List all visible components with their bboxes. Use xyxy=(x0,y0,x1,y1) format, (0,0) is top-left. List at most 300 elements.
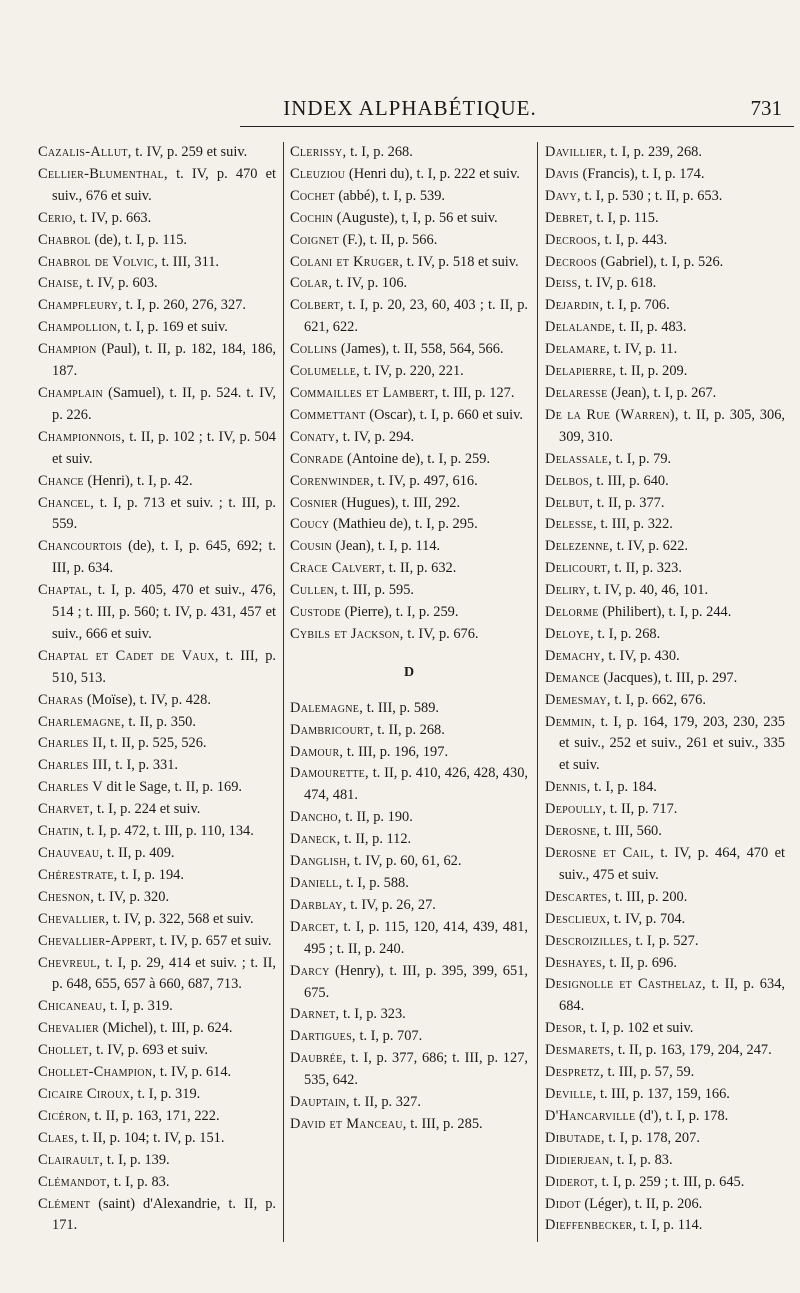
entry-reference: t. III, p. 200. xyxy=(611,888,688,905)
page-title: INDEX ALPHABÉTIQUE. xyxy=(283,96,537,120)
entry-name: Depoully, xyxy=(545,801,607,818)
entry-reference: t. III, p. 595. xyxy=(338,582,415,599)
index-entry xyxy=(545,909,785,931)
entry-reference: t. I, p. 319. xyxy=(106,998,173,1015)
index-entry xyxy=(290,763,528,807)
entry-name: Dartigues, xyxy=(290,1028,356,1045)
entry-name: Delamare, xyxy=(545,341,611,358)
entry-name: Chesnon, xyxy=(38,888,95,905)
entry-reference: t. II, p. 102 ; t. IV, p. 504 et suiv. xyxy=(52,428,276,467)
index-entry xyxy=(545,777,785,799)
entry-reference: t. IV, p. 518 et suiv. xyxy=(403,253,519,270)
index-entry xyxy=(545,295,785,317)
entry-reference: t. I, p. 706. xyxy=(603,297,670,314)
entry-name: Coignet xyxy=(290,231,339,248)
index-entry xyxy=(38,317,276,339)
entry-name: Clairault, xyxy=(38,1151,104,1168)
entry-reference: t. II, p. 163, 171, 222. xyxy=(90,1107,220,1124)
entry-name: Charvet, xyxy=(38,801,94,818)
entry-name: Cellier-Blumenthal, xyxy=(38,165,168,182)
entry-reference: t. I, p. 178, 207. xyxy=(604,1129,700,1146)
index-entry xyxy=(38,164,276,208)
entry-reference: t. I, p. 102 et suiv. xyxy=(586,1020,694,1037)
index-entry xyxy=(545,1018,785,1040)
entry-name: Deliry, xyxy=(545,582,590,599)
entry-name: Champion xyxy=(38,341,97,358)
section-letter: D xyxy=(403,664,415,680)
entry-name: David et Manceau, xyxy=(290,1115,407,1132)
index-entry xyxy=(38,580,276,646)
entry-name: Deville, xyxy=(545,1085,597,1102)
entry-reference: t. II, p. 696. xyxy=(605,954,677,971)
index-entry xyxy=(545,646,785,668)
entry-reference: t. II, p. 163, 179, 204, 247. xyxy=(614,1042,772,1059)
entry-name: Colani et Kruger, xyxy=(290,253,404,270)
index-entry xyxy=(545,602,785,624)
entry-reference: t. III, p. 196, 197. xyxy=(343,743,449,760)
entry-reference: t. III, p. 137, 159, 166. xyxy=(596,1085,730,1102)
entry-name: Danglish, xyxy=(290,853,351,870)
entry-reference: t. I, p. 662, 676. xyxy=(610,691,706,708)
entry-reference: (Francis), t. I, p. 174. xyxy=(578,165,705,182)
index-entry xyxy=(38,755,276,777)
entry-reference: t. I, p. 224 et suiv. xyxy=(93,801,201,818)
entry-reference: t. IV, p. 614. xyxy=(156,1064,232,1081)
entry-name: Darnet, xyxy=(290,1006,340,1023)
entry-reference: t. I, p. 115. xyxy=(592,209,659,226)
entry-reference: t. III, p. 510, 513. xyxy=(52,647,276,686)
entry-reference: t. IV, p. 106. xyxy=(332,275,408,292)
entry-name: Cochin xyxy=(290,209,334,226)
entry-reference: t. II, p. 323. xyxy=(610,560,682,577)
entry-name: Clément xyxy=(38,1195,91,1212)
entry-name: Demance xyxy=(545,669,600,686)
index-entry xyxy=(38,909,276,931)
entry-name: Chevallier, xyxy=(38,910,110,927)
index-column-3 xyxy=(545,142,785,1237)
index-entry xyxy=(545,514,785,536)
entry-name: Cullen, xyxy=(290,582,339,599)
entry-name: Descartes, xyxy=(545,888,612,905)
entry-name: Clerissy, xyxy=(290,144,347,160)
entry-name: Chevalier xyxy=(38,1020,99,1037)
entry-reference: t. I, p. 184. xyxy=(590,779,657,796)
index-entry xyxy=(545,471,785,493)
entry-name: Despretz, xyxy=(545,1064,604,1081)
entry-name: Demmin, xyxy=(545,713,596,730)
entry-name: Charles II, xyxy=(38,735,107,752)
entry-reference: (abbé), t. I, p. 539. xyxy=(334,187,446,204)
entry-reference: t. IV, p. 60, 61, 62. xyxy=(350,853,462,870)
index-entry xyxy=(545,668,785,690)
entry-reference: (Moïse), t. IV, p. 428. xyxy=(83,691,211,708)
entry-name: Dambricourt, xyxy=(290,721,374,738)
entry-name: Dancho, xyxy=(290,809,342,826)
entry-name: Delicourt, xyxy=(545,560,611,577)
entry-name: Desor, xyxy=(545,1020,587,1037)
entry-reference: t. IV, p. 676. xyxy=(403,625,479,642)
index-entry xyxy=(290,164,528,186)
index-entry xyxy=(38,1084,276,1106)
index-entry xyxy=(38,646,276,690)
index-entry xyxy=(545,887,785,909)
entry-name: Claes, xyxy=(38,1129,78,1146)
entry-name: Delezenne, xyxy=(545,538,614,555)
entry-name: Chancel, xyxy=(38,494,95,511)
index-entry xyxy=(38,142,276,164)
entry-name: Desclieux, xyxy=(545,910,611,927)
index-entry xyxy=(545,690,785,712)
entry-name: Cicaire Ciroux, xyxy=(38,1085,134,1102)
entry-name: Commailles et Lambert, xyxy=(290,384,439,401)
index-entry xyxy=(290,558,528,580)
index-entry xyxy=(545,449,785,471)
entry-name: Champfleury, xyxy=(38,297,123,314)
entry-reference: (Henri du), t. I, p. 222 et suiv. xyxy=(345,165,520,182)
entry-reference: t. I, p. 83. xyxy=(110,1173,170,1190)
index-entry xyxy=(290,895,528,917)
index-entry xyxy=(38,1062,276,1084)
index-entry xyxy=(545,1062,785,1084)
entry-name: Chollet-Champion, xyxy=(38,1064,157,1081)
index-entry xyxy=(38,821,276,843)
index-entry xyxy=(290,807,528,829)
entry-reference: (de), t. I, p. 115. xyxy=(90,231,187,248)
index-entry xyxy=(545,1106,785,1128)
index-entry xyxy=(545,1128,785,1150)
entry-name: Delbut, xyxy=(545,494,594,511)
index-entry xyxy=(38,295,276,317)
column-divider xyxy=(537,142,538,1242)
entry-reference: t. I, p. 319. xyxy=(133,1085,201,1102)
entry-reference: t. I, p. 260, 276, 327. xyxy=(122,297,246,314)
entry-name: Cicéron, xyxy=(38,1107,91,1124)
index-entry xyxy=(290,230,528,252)
index-entry xyxy=(545,843,785,887)
entry-reference: (Jacques), t. III, p. 297. xyxy=(599,669,738,686)
entry-reference: (Jean), t. I, p. 114. xyxy=(331,538,441,555)
index-entry xyxy=(290,295,528,339)
entry-reference: t. II, p. 717. xyxy=(606,801,678,818)
entry-name: Delassale, xyxy=(545,450,612,467)
index-entry xyxy=(290,252,528,274)
entry-reference: t. I, p. 268. xyxy=(593,625,661,642)
entry-name: Cazalis-Allut, xyxy=(38,144,132,160)
index-entry xyxy=(545,953,785,975)
entry-reference: t. I, p. 323. xyxy=(339,1006,406,1023)
entry-reference: t. II, p. 190. xyxy=(341,809,413,826)
entry-reference: t. IV, p. 320. xyxy=(94,888,170,905)
entry-name: Cybils et Jackson, xyxy=(290,625,404,642)
entry-name: Daneck, xyxy=(290,831,341,848)
entry-name: Demesmay, xyxy=(545,691,611,708)
entry-reference: t. II, p. 104; t. IV, p. 151. xyxy=(78,1129,225,1146)
index-entry xyxy=(545,208,785,230)
entry-name: Custode xyxy=(290,604,341,621)
index-entry xyxy=(290,514,528,536)
entry-reference: t. I, p. 527. xyxy=(632,932,699,949)
entry-name: Conaty, xyxy=(290,428,340,445)
entry-name: Clémandot, xyxy=(38,1173,111,1190)
entry-reference: t. II, p. 525, 526. xyxy=(106,735,207,752)
entry-reference: t. I, p. 139. xyxy=(103,1151,170,1168)
index-entry xyxy=(545,164,785,186)
entry-name: Dibutade, xyxy=(545,1129,605,1146)
entry-name: Colar, xyxy=(290,275,333,292)
index-entry xyxy=(290,829,528,851)
entry-reference: t. I, p. 239, 268. xyxy=(606,144,702,160)
entry-name: Davillier, xyxy=(545,144,607,160)
index-entry xyxy=(38,931,276,953)
index-entry xyxy=(38,887,276,909)
index-entry xyxy=(545,799,785,821)
entry-reference: (Hugues), t. III, 292. xyxy=(337,494,461,511)
index-entry xyxy=(38,471,276,493)
index-entry xyxy=(290,493,528,515)
entry-reference: (Philibert), t. I, p. 244. xyxy=(598,604,732,621)
entry-reference: (Pierre), t. I, p. 259. xyxy=(340,604,459,621)
entry-reference: t. I, p. 164, 179, 203, 230, 235 et suiv., 252 et suiv., 261 et suiv., 335 et suiv. xyxy=(559,713,785,774)
entry-name: Chatin, xyxy=(38,823,84,840)
index-entry xyxy=(290,698,528,720)
entry-name: Dennis, xyxy=(545,779,591,796)
entry-reference: t. I, p. 707. xyxy=(355,1028,423,1045)
entry-name: Conrade xyxy=(290,450,344,467)
entry-name: Damour, xyxy=(290,743,344,760)
entry-reference: t. III, p. 322. xyxy=(596,516,673,533)
entry-name: Decroos xyxy=(545,253,597,270)
entry-name: Chicaneau, xyxy=(38,998,107,1015)
entry-name: Dauptain, xyxy=(290,1094,350,1111)
entry-reference: t. IV, p. 704. xyxy=(610,910,686,927)
index-entry xyxy=(290,851,528,873)
entry-reference: t. IV, p. 603. xyxy=(82,275,158,292)
entry-name: Demachy, xyxy=(545,647,605,664)
entry-name: Champlain xyxy=(38,384,104,401)
entry-reference: (Oscar), t. I, p. 660 et suiv. xyxy=(365,406,524,423)
index-entry xyxy=(290,1026,528,1048)
entry-reference: t. I, p. 169 et suiv. xyxy=(120,319,228,336)
entry-reference: (Paul), t. II, p. 182, 184, 186, 187. xyxy=(52,341,276,380)
index-entry xyxy=(38,777,276,799)
entry-reference: (Antoine de), t. I, p. 259. xyxy=(343,450,491,467)
entry-reference: t. I, p. 377, 686; t. III, p. 127, 535, 642. xyxy=(304,1050,528,1089)
entry-name: Darblay, xyxy=(290,896,347,913)
index-entry xyxy=(38,1040,276,1062)
entry-reference: t. I, p. 20, 23, 60, 403 ; t. II, p. 621, 622. xyxy=(304,297,528,336)
index-column-2 xyxy=(290,142,528,1136)
entry-reference: t. I, p. 472, t. III, p. 110, 134. xyxy=(83,823,254,840)
entry-reference: t. I, p. 405, 470 et suiv., 476, 514 ; t. III, p. 560; t. IV, p. 431, 457 et suiv., 666 et suiv. xyxy=(52,582,276,642)
entry-reference: t. II, p. 350. xyxy=(124,713,196,730)
entry-name: Chérestrate, xyxy=(38,866,118,883)
entry-name: Delalande, xyxy=(545,319,616,336)
index-entry xyxy=(290,873,528,895)
entry-name: Delorme xyxy=(545,604,599,621)
entry-name: Chance xyxy=(38,472,84,489)
entry-reference: (Henry), t. III, p. 395, 399, 651, 675. xyxy=(304,962,528,1001)
index-entry xyxy=(38,1194,276,1238)
entry-name: Dieffenbecker, xyxy=(545,1217,637,1234)
entry-reference: (saint) d'Alexandrie, t. II, p. 171. xyxy=(52,1195,276,1234)
entry-reference: t. IV, p. 497, 616. xyxy=(374,472,478,489)
entry-reference: t. II, p. 112. xyxy=(340,831,412,848)
entry-name: Damourette, xyxy=(290,765,369,782)
entry-name: Delapierre, xyxy=(545,363,617,380)
entry-name: Cochet xyxy=(290,187,335,204)
entry-reference: t. II, p. 483. xyxy=(615,319,687,336)
entry-name: Dalemagne, xyxy=(290,699,364,716)
index-entry xyxy=(545,1040,785,1062)
index-entry xyxy=(290,742,528,764)
index-entry xyxy=(545,821,785,843)
index-entry xyxy=(38,953,276,997)
index-column-1 xyxy=(38,142,276,1237)
entry-reference: t. I, p. 115, 120, 414, 439, 481, 495 ; t. II, p. 240. xyxy=(304,918,528,957)
index-entry xyxy=(38,339,276,383)
index-entry xyxy=(290,917,528,961)
entry-reference: t. I, p. 268. xyxy=(346,144,413,160)
entry-name: Chaptal, xyxy=(38,582,93,599)
index-entry xyxy=(290,361,528,383)
entry-reference: t. IV, p. 40, 46, 101. xyxy=(589,582,709,599)
entry-reference: t. II, p. 410, 426, 428, 430, 474, 481. xyxy=(304,765,528,804)
index-entry xyxy=(545,383,785,405)
index-entry xyxy=(290,624,528,646)
index-entry xyxy=(545,580,785,602)
index-entry xyxy=(290,427,528,449)
entry-reference: t. I, p. 259 ; t. III, p. 645. xyxy=(598,1173,745,1190)
index-entry xyxy=(290,536,528,558)
index-entry xyxy=(545,712,785,778)
entry-name: Charles V xyxy=(38,779,103,796)
index-entry xyxy=(290,1048,528,1092)
entry-name: Charlemagne, xyxy=(38,713,125,730)
index-entry xyxy=(290,449,528,471)
index-entry xyxy=(290,383,528,405)
index-entry xyxy=(290,405,528,427)
entry-name: Columelle, xyxy=(290,363,361,380)
entry-reference: (Michel), t. III, p. 624. xyxy=(99,1020,233,1037)
entry-reference: t. IV, p. 663. xyxy=(76,209,152,226)
entry-reference: t. II, p. 409. xyxy=(103,845,175,861)
entry-reference: t. I, p. 29, 414 et suiv. ; t. II, p. 648, 655, 657 à 660, 687, 713. xyxy=(52,954,276,993)
entry-name: Chancourtois xyxy=(38,538,123,555)
index-entry xyxy=(545,361,785,383)
index-entry xyxy=(545,142,785,164)
index-entry xyxy=(38,536,276,580)
entry-reference: (d'), t. I, p. 178. xyxy=(635,1107,729,1124)
entry-name: Daniell, xyxy=(290,875,343,891)
entry-name: Deloye, xyxy=(545,625,594,642)
entry-name: Derosne, xyxy=(545,823,601,840)
index-entry xyxy=(290,142,528,164)
entry-reference: t. I, p. 713 et suiv. ; t. III, p. 559. xyxy=(52,494,276,533)
entry-reference: t. IV, p. 220, 221. xyxy=(360,363,464,380)
entry-name: Deshayes, xyxy=(545,954,606,971)
entry-reference: (Léger), t. II, p. 206. xyxy=(580,1195,703,1212)
entry-name: Corenwinder, xyxy=(290,472,375,489)
header-rule xyxy=(240,126,794,127)
entry-name: Crace Calvert, xyxy=(290,560,386,577)
index-entry xyxy=(545,186,785,208)
entry-reference: (James), t. II, 558, 564, 566. xyxy=(337,341,504,358)
index-entry xyxy=(545,1215,785,1237)
entry-name: Davy, xyxy=(545,187,581,204)
entry-name: Didierjean, xyxy=(545,1151,614,1168)
index-entry xyxy=(545,252,785,274)
entry-name: Delaresse xyxy=(545,384,608,401)
index-entry xyxy=(290,602,528,624)
entry-reference: t. IV, p. 470 et suiv., 676 et suiv. xyxy=(52,165,276,204)
entry-name: Daubrée, xyxy=(290,1050,347,1067)
entry-reference: (Jean), t. I, p. 267. xyxy=(607,384,717,401)
page-number: 731 xyxy=(750,96,782,120)
index-entry xyxy=(38,996,276,1018)
index-entry xyxy=(290,1114,528,1136)
index-entry xyxy=(290,208,528,230)
page-header xyxy=(30,94,790,128)
entry-reference: t. IV, p. 322, 568 et suiv. xyxy=(109,910,254,927)
entry-name: Chevallier-Appert, xyxy=(38,932,156,949)
entry-reference: (Auguste), t, I, p. 56 et suiv. xyxy=(333,209,498,226)
entry-reference: t. III, p. 589. xyxy=(363,699,440,716)
index-entry xyxy=(290,273,528,295)
entry-reference: t. II, p. 632. xyxy=(385,560,457,577)
entry-name: Collins xyxy=(290,341,338,358)
index-entry xyxy=(38,733,276,755)
index-entry xyxy=(38,1128,276,1150)
entry-name: Decroos, xyxy=(545,231,601,248)
entry-name: Designolle et Casthelaz, xyxy=(545,976,706,993)
entry-name: Deiss, xyxy=(545,275,582,292)
entry-reference: (Gabriel), t. I, p. 526. xyxy=(596,253,724,270)
index-entry xyxy=(290,186,528,208)
entry-reference: (de), t. I, p. 645, 692; t. III, p. 634. xyxy=(52,538,276,577)
entry-name: Darcy xyxy=(290,962,330,979)
entry-reference: t. III, 311. xyxy=(158,253,220,270)
entry-name: Derosne et Cail, xyxy=(545,845,654,861)
entry-reference: t. IV, p. 657 et suiv. xyxy=(156,932,272,949)
entry-reference: t. IV, p. 464, 470 et suiv., 475 et suiv. xyxy=(559,845,785,883)
index-entry xyxy=(38,865,276,887)
index-entry xyxy=(290,720,528,742)
entry-name: Cousin xyxy=(290,538,332,555)
entry-name: Chauveau, xyxy=(38,845,104,861)
entry-name: Cosnier xyxy=(290,494,338,511)
entry-reference: dit le Sage, t. II, p. 169. xyxy=(102,779,243,796)
entry-name: Chaise, xyxy=(38,275,83,292)
entry-reference: (Henri), t. I, p. 42. xyxy=(83,472,193,489)
index-entry xyxy=(290,339,528,361)
entry-reference: t. III, p. 640. xyxy=(592,472,669,489)
entry-name: Diderot, xyxy=(545,1173,599,1190)
index-entry xyxy=(38,252,276,274)
entry-name: Cerio, xyxy=(38,209,77,226)
entry-reference: t. I, p. 114. xyxy=(636,1217,703,1234)
entry-reference: t. II, p. 268. xyxy=(373,721,445,738)
entry-name: Delesse, xyxy=(545,516,597,533)
index-entry xyxy=(545,931,785,953)
column-divider xyxy=(283,142,284,1242)
index-entry xyxy=(38,690,276,712)
entry-reference: (Samuel), t. II, p. 524. t. IV, p. 226. xyxy=(52,384,276,423)
index-entry xyxy=(38,427,276,471)
entry-reference: t. I, p. 530 ; t. II, p. 653. xyxy=(580,187,723,204)
index-entry xyxy=(38,273,276,295)
index-entry xyxy=(38,493,276,537)
entry-reference: t. IV, p. 294. xyxy=(339,428,415,445)
